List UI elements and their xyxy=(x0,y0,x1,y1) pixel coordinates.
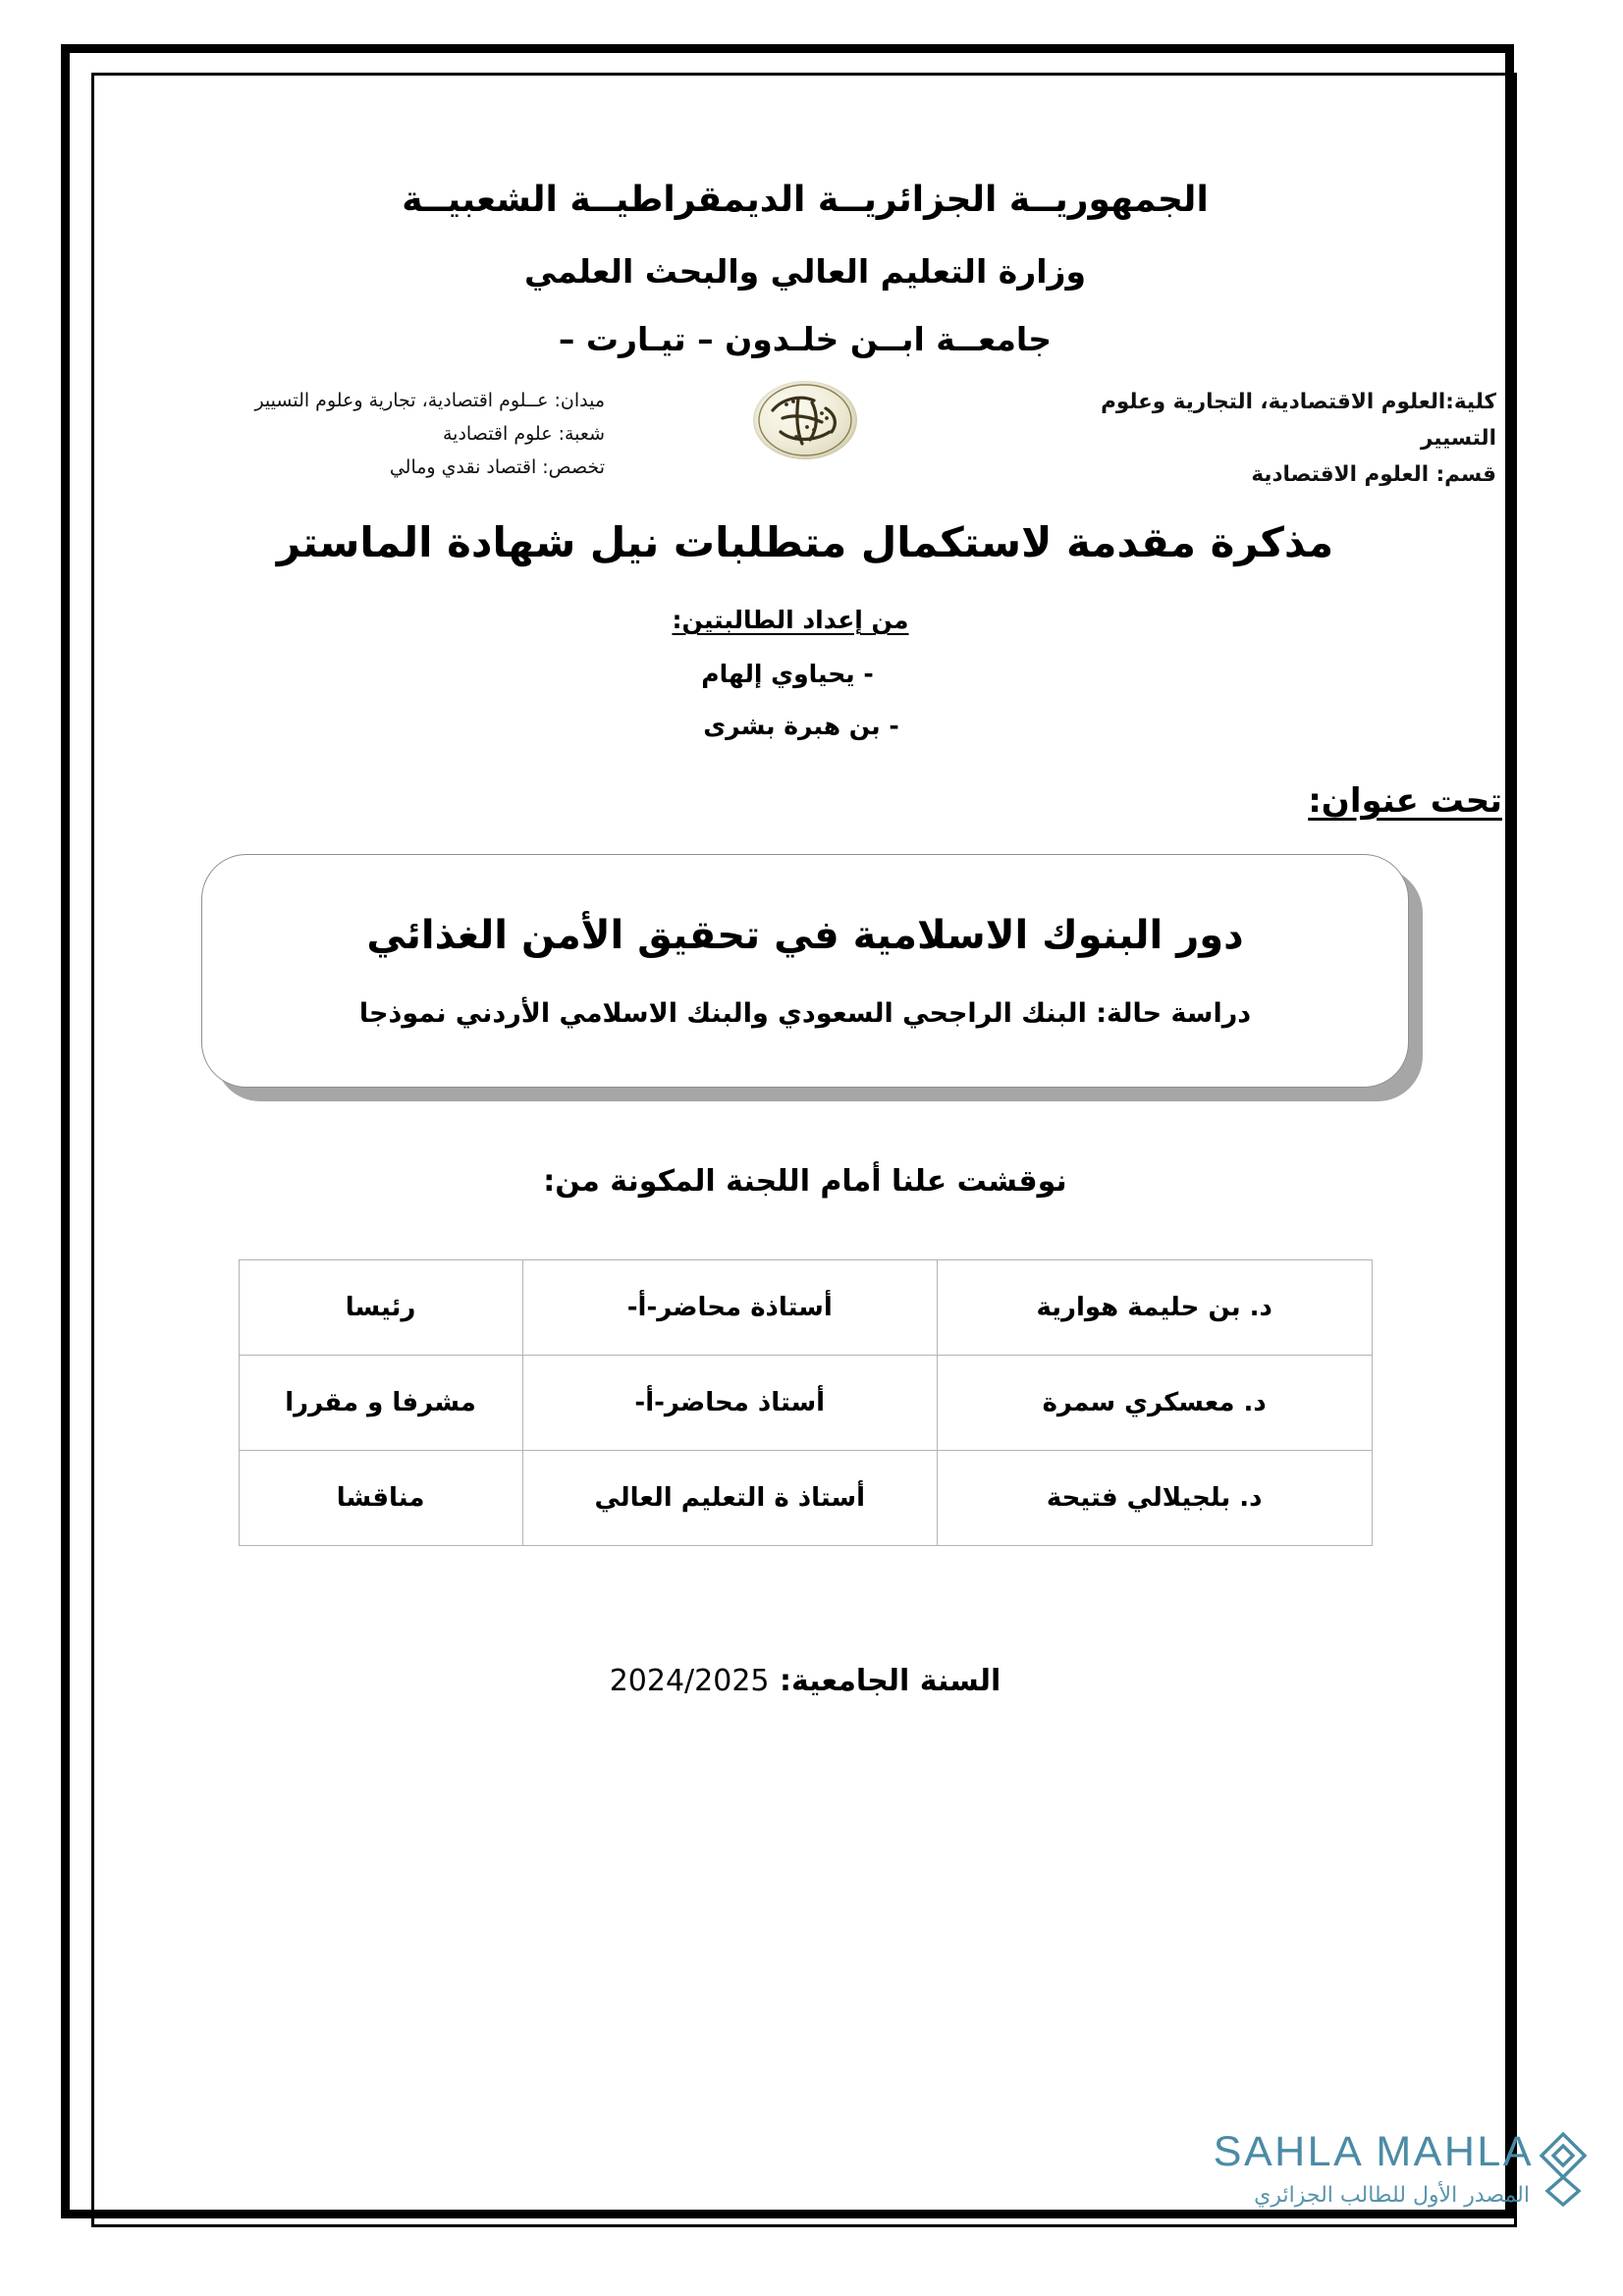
student-name-1: - يحياوي إلهام xyxy=(701,660,874,689)
jury-member-name: د. بلجيلالي فتيحة xyxy=(937,1451,1372,1546)
university-emblem xyxy=(753,381,857,459)
faculty-line: كلية:العلوم الاقتصادية، التجارية وعلوم التسيير xyxy=(1101,390,1496,451)
jury-member-role: مناقشا xyxy=(239,1451,522,1546)
ministry-line: وزارة التعليم العالي والبحث العلمي xyxy=(523,252,1087,291)
jury-intro-line: نوقشت علنا أمام اللجنة المكونة من: xyxy=(543,1164,1067,1200)
jury-member-name: د. بن حليمة هوارية xyxy=(937,1260,1372,1356)
academic-year-value: 2024/2025 xyxy=(609,1664,770,1699)
table-row xyxy=(239,1451,1372,1546)
students-label: من إعداد الطالبتين: xyxy=(672,606,909,635)
specialty-line: تخصص: اقتصاد نقدي ومالي xyxy=(389,455,605,478)
academic-year-label: السنة الجامعية: xyxy=(779,1664,1001,1699)
under-title-label: تحت عنوان: xyxy=(1308,781,1502,822)
field-line: ميدان: عــلوم اقتصادية، تجارية وعلوم التسيير xyxy=(254,390,605,411)
department-line: قسم: العلوم الاقتصادية xyxy=(1251,461,1496,487)
thesis-purpose-line: مذكرة مقدمة لاستكمال متطلبات نيل شهادة الماستر xyxy=(276,518,1334,566)
title-box-body xyxy=(201,854,1409,1088)
thesis-title-main: دور البنوك الاسلامية في تحقيق الأمن الغذائي xyxy=(366,913,1244,959)
student-name-2: - بن هبرة بشرى xyxy=(703,712,899,741)
jury-member-rank: أستاذ ة التعليم العالي xyxy=(522,1451,937,1546)
jury-member-rank: أستاذ محاضر-أ- xyxy=(522,1356,937,1451)
ibn-khaldoun-university-seal-icon xyxy=(753,381,857,459)
academic-year-line xyxy=(108,1664,1502,1698)
students-section xyxy=(108,606,1502,740)
sahla-mahla-diamond-logo-icon xyxy=(1536,2130,1591,2207)
cover-page-content xyxy=(108,88,1502,2209)
jury-member-rank: أستاذة محاضر-أ- xyxy=(522,1260,937,1356)
faculty-department-block xyxy=(1035,385,1496,494)
affiliation-row xyxy=(108,381,1502,494)
jury-member-role: مشرفا و مقررا xyxy=(239,1356,522,1451)
institution-header xyxy=(108,88,1502,358)
country-line: الجمهوريــة الجزائريــة الديمقراطيــة الشعبيــة xyxy=(402,180,1209,220)
watermark-tagline: المصدر الأول للطالب الجزائري xyxy=(1254,2183,1530,2208)
jury-table-wrapper xyxy=(239,1259,1373,1546)
jury-member-role: رئيسا xyxy=(239,1260,522,1356)
jury-member-name: د. معسكري سمرة xyxy=(937,1356,1372,1451)
watermark-brand: SAHLA MAHLA xyxy=(1213,2128,1534,2175)
jury-table xyxy=(239,1259,1373,1546)
table-row xyxy=(239,1356,1372,1451)
university-line: جامعــة ابــن خلـدون – تيـارت – xyxy=(558,320,1053,358)
thesis-title-box xyxy=(201,854,1409,1097)
table-row xyxy=(239,1260,1372,1356)
branch-line: شعبة: علوم اقتصادية xyxy=(443,422,605,445)
under-title-row xyxy=(275,781,1502,821)
thesis-title-subtitle: دراسة حالة: البنك الراجحي السعودي والبنك الاسلامي الأردني نموذجا xyxy=(358,998,1252,1030)
field-branch-specialty-block xyxy=(114,385,605,484)
